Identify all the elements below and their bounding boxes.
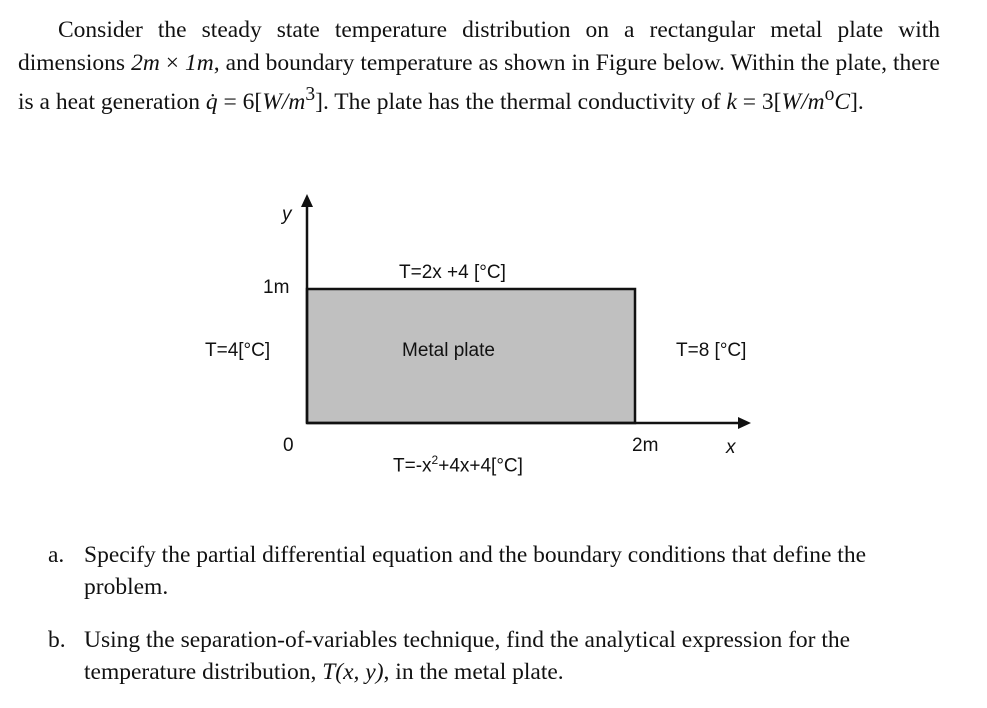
conductivity-unit: W/m <box>781 88 825 115</box>
problem-statement <box>18 14 940 118</box>
celsius-unit: C <box>834 88 851 115</box>
heat-generation-value: = 6[ <box>217 88 263 115</box>
intro-text-1: Consider the steady state temperature distribution on a rectangular metal plate with dimensions <box>18 17 940 76</box>
bottom-boundary-condition <box>393 453 523 477</box>
question-b-text-1: Using the separation-of-variables technique, find the analytical expression for the temperature distribution, <box>84 627 851 685</box>
temperature-arguments: (x, y) <box>335 659 384 685</box>
plate-figure <box>0 180 987 500</box>
question-a-letter: a. <box>48 542 65 568</box>
question-b-letter: b. <box>48 627 66 653</box>
plate-label: Metal plate <box>402 340 495 361</box>
bottom-bc-part-2: +4x+4[°C] <box>438 455 523 477</box>
bottom-bc-exponent: 2 <box>431 453 439 467</box>
left-boundary-condition: T=4[°C] <box>205 340 271 361</box>
x-axis-label: x <box>726 437 736 458</box>
dimension-length: 2m <box>131 49 160 76</box>
y-axis-arrow <box>301 194 313 207</box>
y-axis-label: y <box>282 204 292 225</box>
tick-label-0: 0 <box>283 435 294 456</box>
question-b <box>48 624 940 688</box>
times-sign: × <box>159 49 186 76</box>
heat-generation-symbol: q̇ <box>205 88 218 115</box>
question-a-text: Specify the partial differential equation and the boundary conditions that define the problem. <box>84 542 866 600</box>
dimension-height: 1m <box>185 49 214 76</box>
unit-exponent: 3 <box>305 84 316 105</box>
tick-label-2m: 2m <box>632 435 659 456</box>
temperature-function: T <box>322 659 336 685</box>
heat-generation-unit: W/m <box>262 88 306 115</box>
conductivity-symbol: k <box>726 88 737 115</box>
question-b-text-2: , in the metal plate. <box>383 659 564 685</box>
bottom-bc-part-1: T=-x <box>393 455 432 477</box>
question-b-text <box>84 624 940 688</box>
right-boundary-condition: T=8 [°C] <box>676 340 747 361</box>
intro-text-4: ]. <box>850 88 864 115</box>
x-axis-arrow <box>738 417 751 429</box>
intro-text-2: , and boundary temperature as shown in Figure below. Within the plate, there is a heat generation <box>18 49 940 115</box>
question-a <box>48 539 940 603</box>
intro-text-3: ]. The plate has the thermal conductivity of <box>315 88 727 115</box>
tick-label-1m: 1m <box>263 277 290 298</box>
conductivity-value: = 3[ <box>736 88 782 115</box>
top-boundary-condition: T=2x +4 [°C] <box>399 262 506 283</box>
degree-symbol: o <box>824 84 835 105</box>
